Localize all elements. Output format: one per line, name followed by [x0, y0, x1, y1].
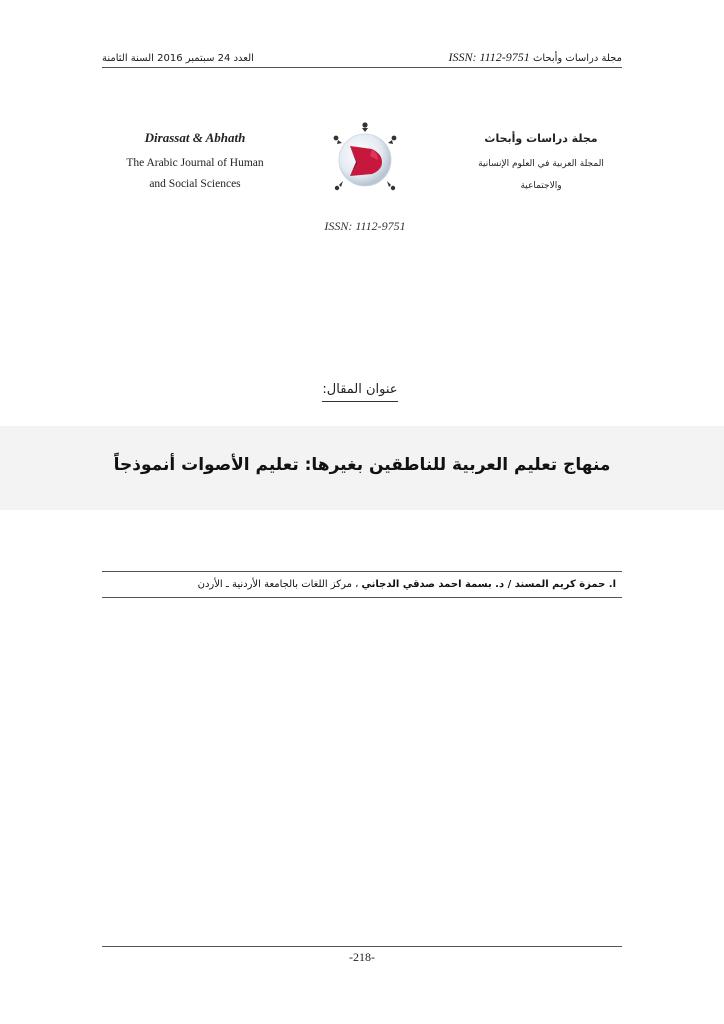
header-issn: ISSN: 1112-9751: [448, 50, 530, 64]
masthead-arabic: [456, 131, 626, 197]
journal-subtitle-english-2: and Social Sciences: [149, 178, 241, 190]
journal-subtitle-arabic-2: والاجتماعية: [520, 181, 562, 191]
issue-info-text: العدد 24 سبتمبر 2016 السنة الثامنة: [102, 53, 254, 64]
author-affiliation: ، مركز اللغات بالجامعة الأردنية ـ الأردن: [197, 579, 359, 590]
masthead-english: [110, 130, 280, 195]
author-names: ا. حمزة كريم المسند / د. بسمة احمد صدقي الدجاني: [361, 579, 616, 590]
authors-top-divider: [102, 571, 622, 572]
journal-name-arabic: مجلة دراسات وأبحاث: [484, 132, 598, 145]
issue-info: [102, 52, 254, 66]
header-divider: [102, 67, 622, 68]
journal-subtitle-arabic-1: المجلة العربية في العلوم الإنسانية: [478, 159, 604, 169]
article-title-label-text: عنوان المقال:: [322, 381, 397, 402]
journal-header-info: [449, 50, 622, 66]
article-authors: [102, 574, 622, 596]
authors-bottom-divider: [102, 597, 622, 598]
footer-divider: [102, 946, 622, 947]
running-header: [102, 44, 622, 66]
article-title-band: [0, 426, 724, 510]
journal-subtitle-english-1: The Arabic Journal of Human: [126, 157, 264, 169]
masthead-issn: ISSN: 1112-9751: [324, 219, 406, 233]
article-title-label: [302, 381, 418, 402]
header-journal-name: مجلة دراسات وأبحاث: [532, 53, 622, 64]
journal-name-english: Dirassat & Abhath: [144, 130, 246, 145]
page-number: -218-: [349, 950, 375, 964]
article-title: منهاج تعليم العربية للناطقين بغيرها: تعليم الأصوات أنموذجاً: [113, 455, 611, 475]
journal-logo-icon: [326, 118, 404, 196]
